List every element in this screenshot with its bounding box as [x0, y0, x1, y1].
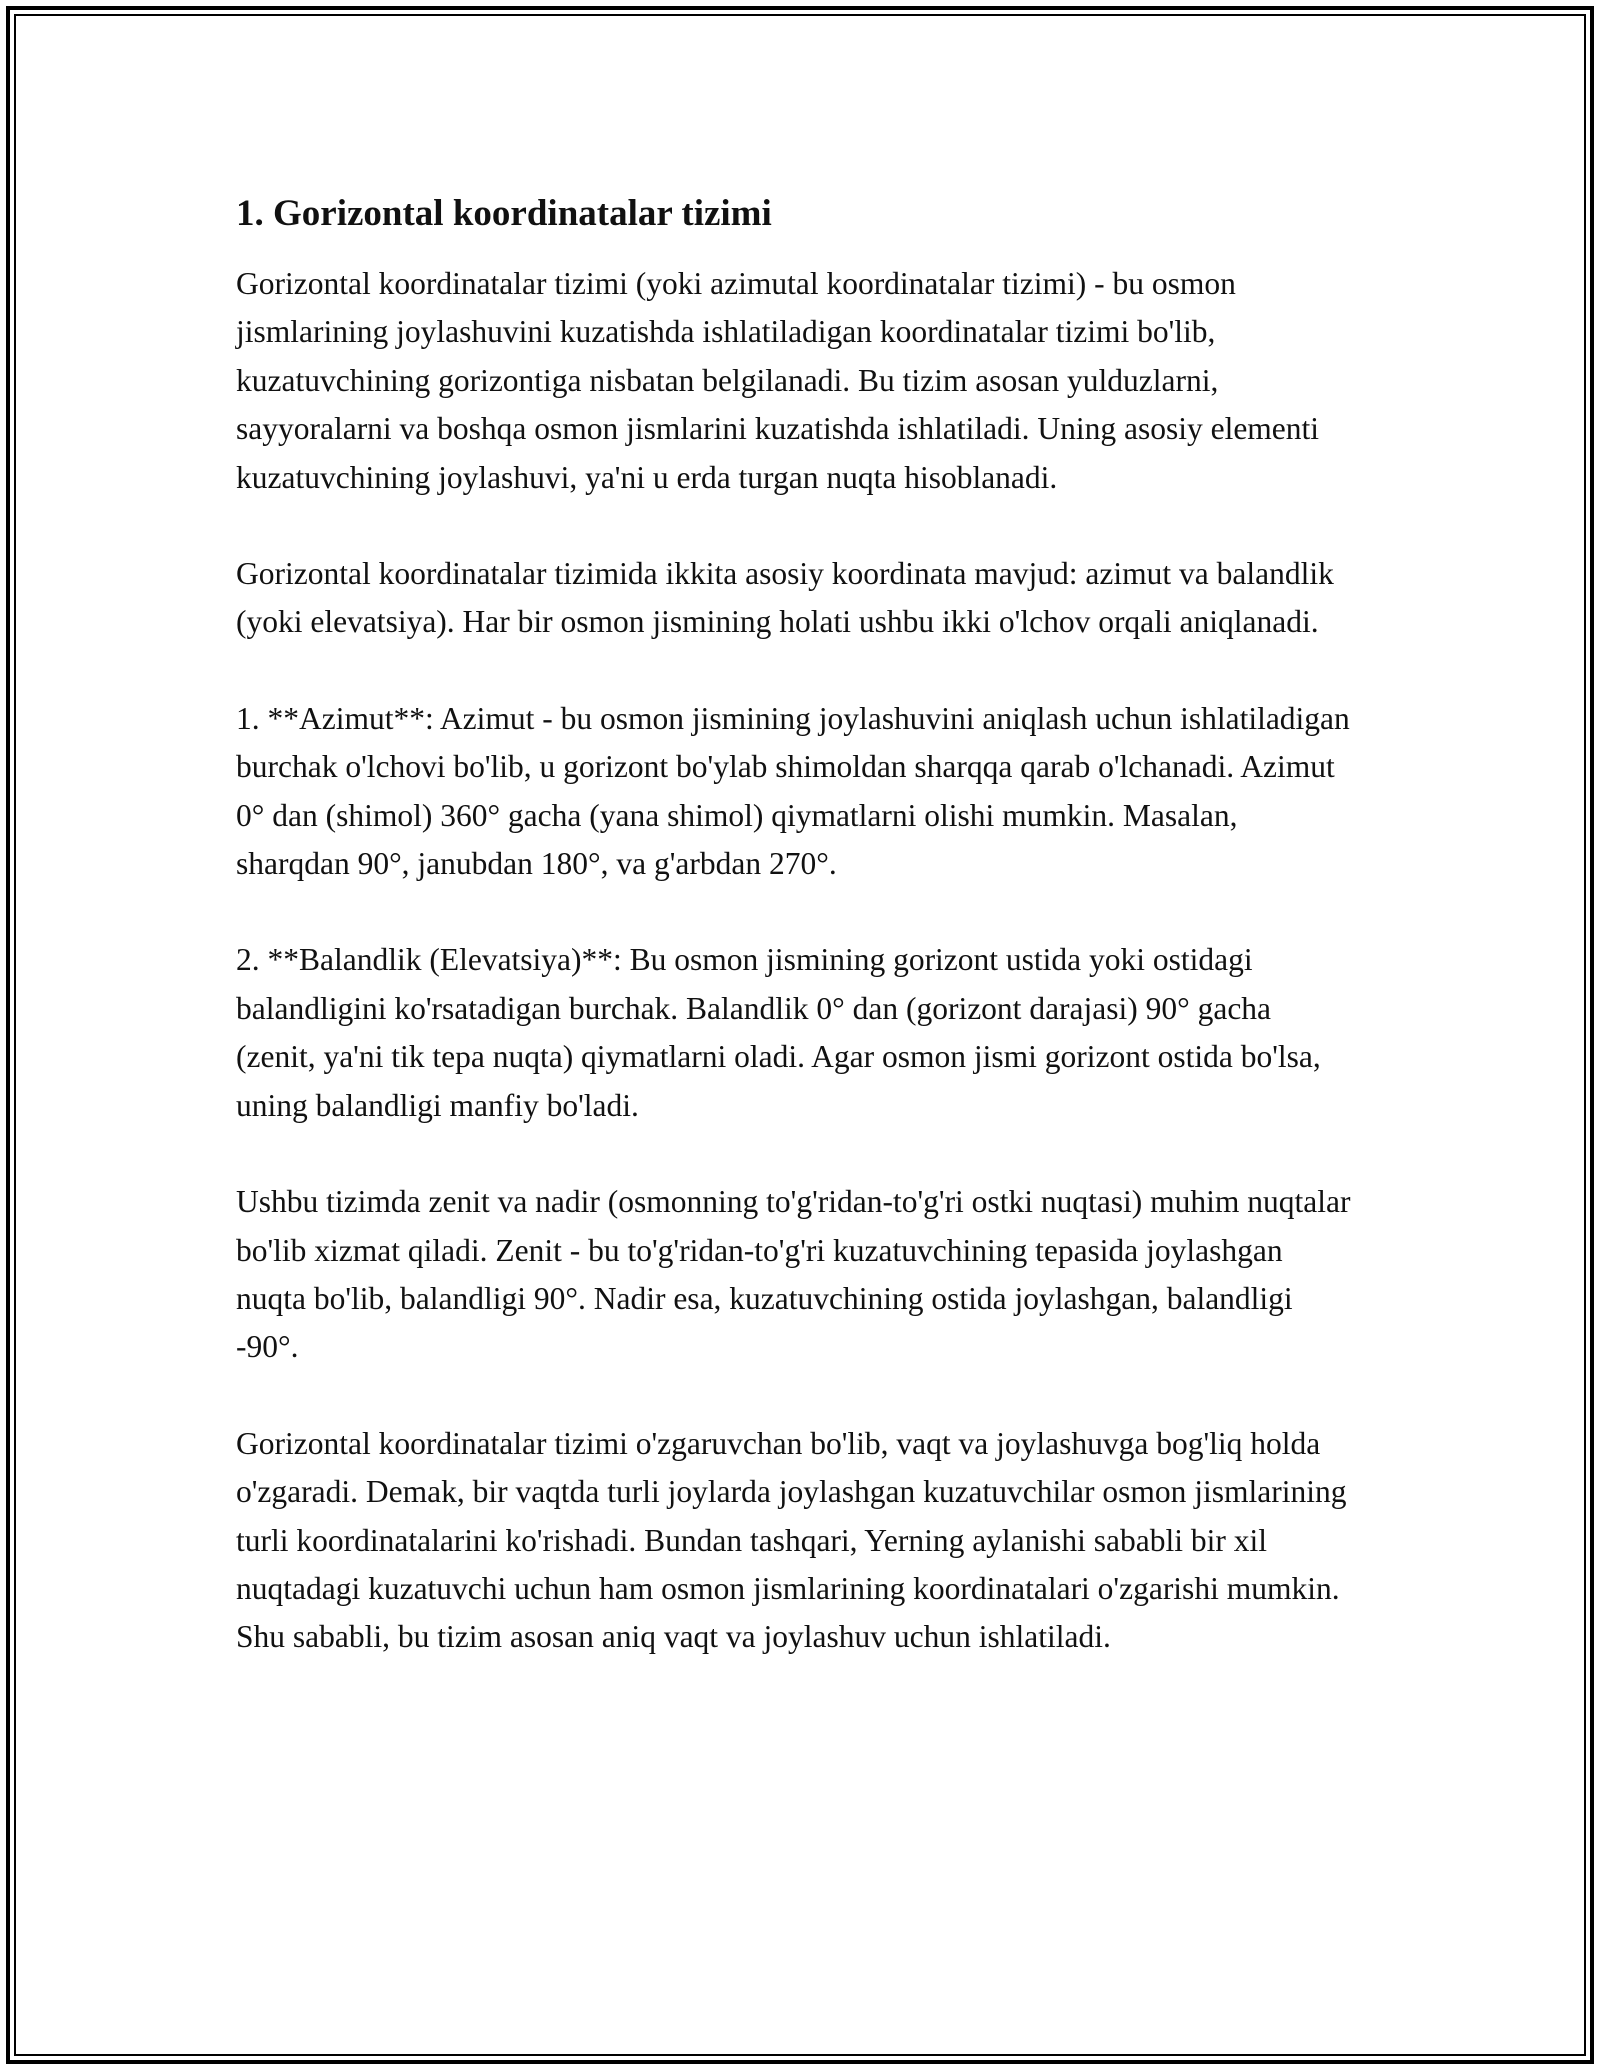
paragraph-conclusion: Gorizontal koordinatalar tizimi o'zgaruvchan bo'lib, vaqt va joylashuvga bog'liq holda o'zgaradi. Demak, bir vaqtda turli joylarda joylashgan kuzatuvchilar osmon jismlarining turli koordinatalarini ko'rishadi. Bundan tashqari, Yerning aylanishi sababli bir xil nuqtadagi kuzatuvchi uchun ham osmon jismlarining koordinatalari o'zgarishi mumkin. Shu sababli, bu tizim asosan aniq vaqt va joylashuv uchun ishlatiladi.: [236, 1425, 1347, 1655]
document-body: [236, 188, 1356, 1710]
paragraph-coordinates: Gorizontal koordinatalar tizimida ikkita asosiy koordinata mavjud: azimut va balandlik (yoki elevatsiya). Har bir osmon jismining holati ushbu ikki o'lchov orqali aniqlanadi.: [236, 556, 1334, 640]
document-title: 1. Gorizontal koordinatalar tizimi: [236, 193, 772, 234]
paragraph-altitude: 2. **Balandlik (Elevatsiya)**: Bu osmon jismining gorizont ustida yoki ostidagi balandligini ko'rsatadigan burchak. Balandlik 0° dan (gorizont darajasi) 90° gacha (zenit, ya'ni tik tepa nuqta) qiymatlarni oladi. Agar osmon jismi gorizont ostida bo'lsa, uning balandligi manfiy bo'ladi.: [236, 942, 1321, 1123]
paragraph-zenith-nadir: Ushbu tizimda zenit va nadir (osmonning to'g'ridan-to'g'ri ostki nuqtasi) muhim nuqtalar bo'lib xizmat qiladi. Zenit - bu to'g'ridan-to'g'ri kuzatuvchining tepasida joylashgan nuqta bo'lib, balandligi 90°. Nadir esa, kuzatuvchining ostida joylashgan, balandligi -90°.: [236, 1184, 1351, 1365]
paragraph-azimuth: 1. **Azimut**: Azimut - bu osmon jismining joylashuvini aniqlash uchun ishlatiladigan burchak o'lchovi bo'lib, u gorizont bo'ylab shimoldan sharqqa qarab o'lchanadi. Azimut 0° dan (shimol) 360° gacha (yana shimol) qiymatlarni olishi mumkin. Masalan, sharqdan 90°, janubdan 180°, va g'arbdan 270°.: [236, 700, 1350, 882]
paragraph-intro: Gorizontal koordinatalar tizimi (yoki azimutal koordinatalar tizimi) - bu osmon jismlarining joylashuvini kuzatishda ishlatiladigan koordinatalar tizimi bo'lib, kuzatuvchining gorizontiga nisbatan belgilanadi. Bu tizim asosan yulduzlarni, sayyoralarni va boshqa osmon jismlarini kuzatishda ishlatiladi. Uning asosiy elementi kuzatuvchining joylashuvi, ya'ni u erda turgan nuqta hisoblanadi.: [236, 266, 1320, 495]
